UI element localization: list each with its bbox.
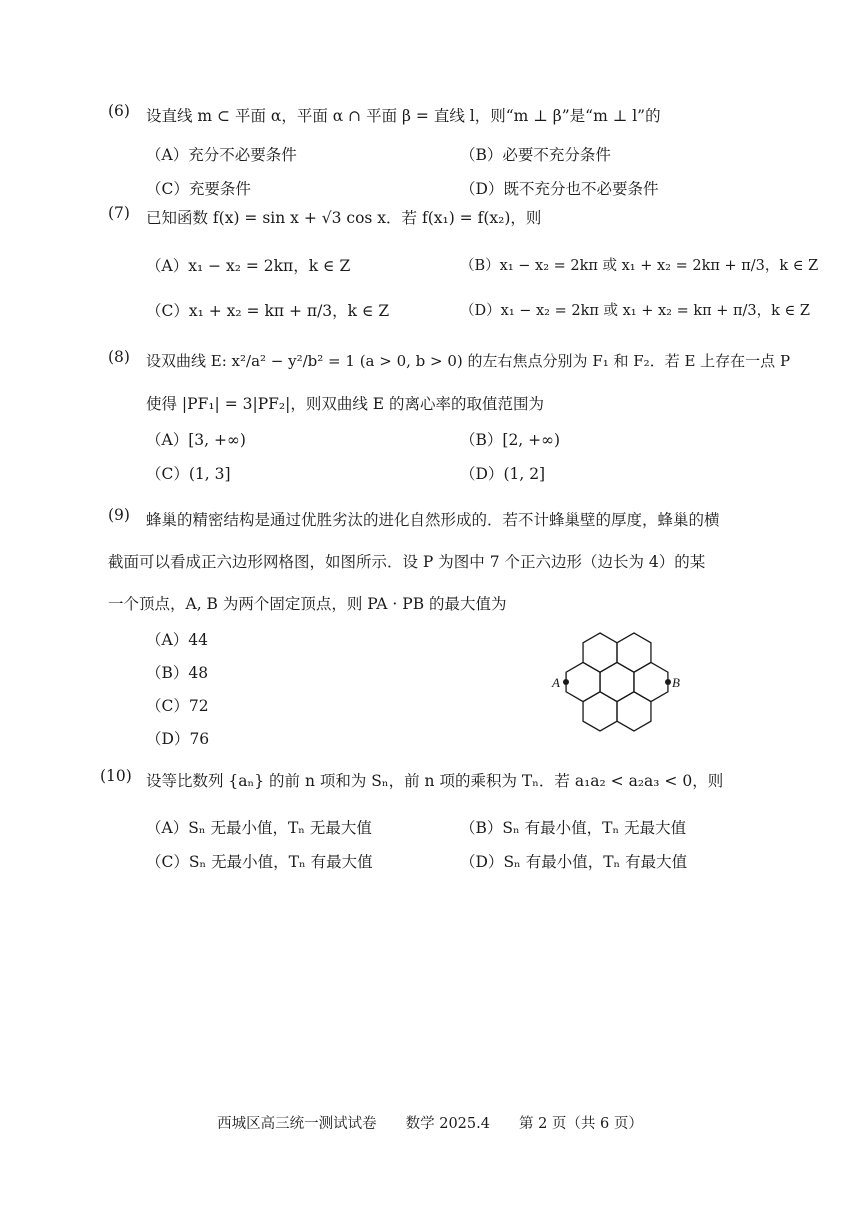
- hexagon-cell: [634, 662, 668, 701]
- question-10-option-b: （B）Sₙ 有最小值，Tₙ 无最大值: [460, 819, 687, 837]
- question-8-option-c: （C）(1, 3]: [146, 465, 231, 483]
- question-8-option-a: （A）[3, +∞): [146, 431, 246, 449]
- question-10-option-d: （D）Sₙ 有最小值，Tₙ 有最大值: [460, 853, 688, 871]
- question-9-option-b: （B）48: [146, 664, 209, 682]
- question-6-option-c: （C）充要条件: [146, 180, 251, 198]
- question-9-option-d: （D）76: [146, 730, 210, 748]
- question-8-option-b: （B）[2, +∞): [460, 431, 561, 449]
- question-10-stem: 设等比数列 {aₙ} 的前 n 项和为 Sₙ，前 n 项的乘积为 Tₙ．若 a₁a₂ < a₂a₃ < 0，则: [146, 772, 724, 790]
- question-9-option-c: （C）72: [146, 697, 209, 715]
- question-8-stem-line-2: 使得 |PF₁| = 3|PF₂|，则双曲线 E 的离心率的取值范围为: [146, 395, 544, 413]
- vertex-b-dot: [665, 679, 671, 685]
- vertex-b-label: B: [672, 675, 680, 690]
- question-7-number: (7): [108, 204, 130, 222]
- hexagon-cell: [617, 692, 651, 731]
- question-6-option-b: （B）必要不充分条件: [460, 146, 611, 164]
- question-9-stem-line-1: 蜂巢的精密结构是通过优胜劣汰的进化自然形成的．若不计蜂巢壁的厚度，蜂巢的横: [146, 511, 720, 529]
- hexagon-cell: [566, 662, 600, 701]
- question-8-stem-line-1: 设双曲线 E: x²/a² − y²/b² = 1 (a > 0, b > 0) 的左右焦点分别为 F₁ 和 F₂．若 E 上存在一点 P: [146, 352, 791, 370]
- hexagon-cell: [583, 692, 617, 731]
- question-9-stem-line-3: 一个顶点，A, B 为两个固定顶点，则 PA · PB 的最大值为: [108, 595, 507, 613]
- question-7-option-c: （C）x₁ + x₂ = kπ + π/3，k ∈ Z: [146, 302, 390, 320]
- vertex-a-dot: [563, 679, 569, 685]
- vertex-a-label: A: [552, 675, 560, 690]
- question-7-option-a: （A）x₁ − x₂ = 2kπ，k ∈ Z: [146, 257, 351, 275]
- page-footer: 西城区高三统一测试试卷 数学 2025.4 第 2 页（共 6 页）: [217, 1116, 643, 1132]
- honeycomb-figure: [545, 612, 695, 752]
- question-6-stem: 设直线 m ⊂ 平面 α，平面 α ∩ 平面 β = 直线 l，则“m ⊥ β”是“m ⊥ l”的: [146, 107, 661, 125]
- question-6-option-d: （D）既不充分也不必要条件: [460, 180, 659, 198]
- question-9-stem-line-2: 截面可以看成正六边形网格图，如图所示．设 P 为图中 7 个正六边形（边长为 4）的某: [108, 553, 706, 571]
- question-10-option-c: （C）Sₙ 无最小值，Tₙ 有最大值: [146, 853, 373, 871]
- question-7-option-d: （D）x₁ − x₂ = 2kπ 或 x₁ + x₂ = kπ + π/3，k ∈ Z: [460, 303, 810, 319]
- hexagon-cell: [600, 662, 634, 701]
- question-6-option-a: （A）充分不必要条件: [146, 146, 297, 164]
- question-10-option-a: （A）Sₙ 无最小值，Tₙ 无最大值: [146, 819, 372, 837]
- question-7-option-b: （B）x₁ − x₂ = 2kπ 或 x₁ + x₂ = 2kπ + π/3，k ∈ Z: [460, 258, 819, 274]
- question-7-stem: 已知函数 f(x) = sin x + √3 cos x．若 f(x₁) = f(x₂)，则: [146, 209, 542, 227]
- hexagon-cell: [617, 633, 651, 672]
- question-9-number: (9): [108, 506, 130, 524]
- hexagon-grid: [566, 633, 668, 731]
- question-8-number: (8): [108, 348, 130, 366]
- question-6-number: (6): [108, 102, 130, 120]
- question-9-option-a: （A）44: [146, 631, 208, 649]
- question-10-number: (10): [100, 767, 132, 785]
- question-8-option-d: （D）(1, 2]: [460, 465, 546, 483]
- hexagon-cell: [583, 633, 617, 672]
